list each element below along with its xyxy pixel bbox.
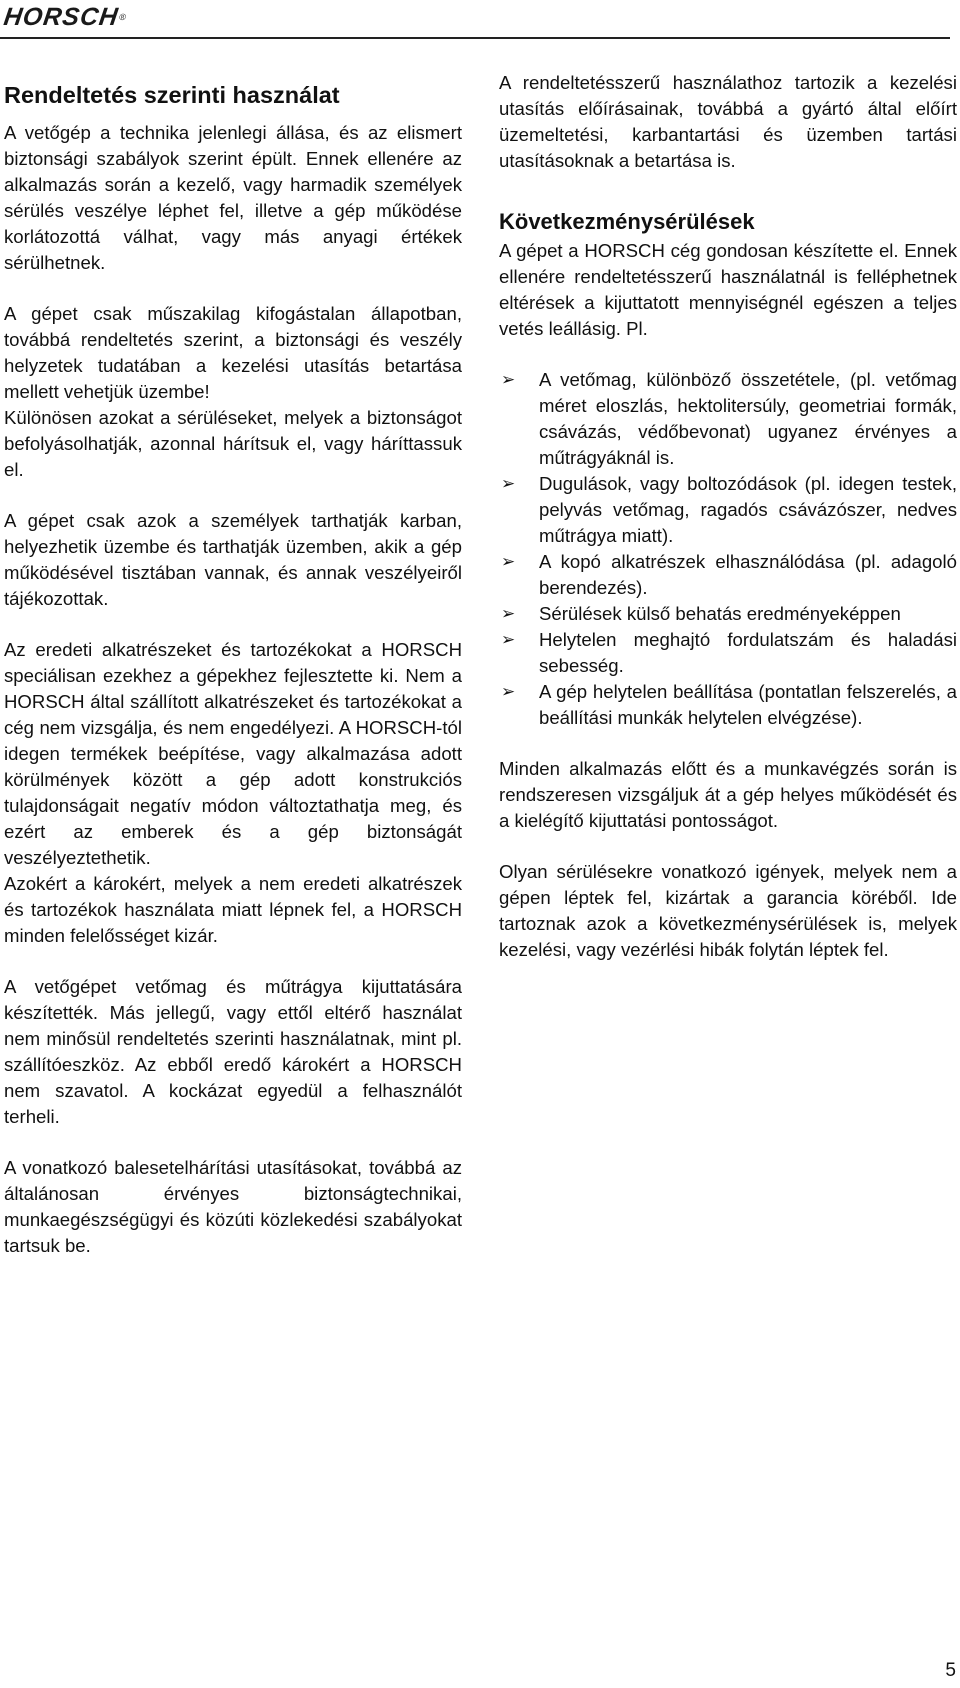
paragraph: A vetőgép a technika jelenlegi állása, és az elismert biztonsági szabályok szerint épült. Ennek ellenére az alkalmazás során a kezelő, vagy harmadik személyek sérülés veszélye léphet fel, illetve a gép működése korlátozottá válhat, vagy más anyagi értékek sérülhetnek. (4, 122, 462, 273)
list-item: ➢ A vetőmag, különböző összetétele, (pl. vetőmag méret eloszlás, hektolitersúly, geometriai formák, csávázás, védőbevonat) ugyanez érvényes a műtrágyáknál is. (501, 369, 957, 468)
page-header (0, 0, 960, 42)
list-item: ➢ A kopó alkatrészek elhasználódása (pl. adagoló berendezés). (501, 551, 957, 598)
arrow-bullet-icon: ➢ (501, 552, 516, 571)
section-title-intended-use: Rendeltetés szerinti használat (4, 82, 340, 108)
list-item: ➢ Sérülések külső behatás eredményeképpen (499, 601, 957, 627)
list-item: ➢ Dugulások, vagy boltozódások (pl. idegen testek, pelyvás vetőmag, ragadós csávázószer, nedves műtrágya miatt). (501, 473, 957, 546)
paragraph: Különösen azokat a sérüléseket, melyek a biztonságot befolyásolhatják, azonnal hárítsuk el, vagy háríttassuk el. (4, 407, 462, 480)
arrow-bullet-icon: ➢ (501, 630, 516, 649)
paragraph: A vonatkozó balesetelhárítási utasításokat, továbbá az általánosan érvényes biztonságtechnikai, munkaegészségügyi és közúti közlekedési szabályokat tartsuk be. (4, 1157, 462, 1256)
paragraph: A rendeltetésszerű használathoz tartozik a kezelési utasítás előírásainak, továbbá a gyártó által előírt üzemeltetési, karbantartási és üzemben tartási utasításoknak a betartása is. (499, 72, 957, 171)
paragraph: Az eredeti alkatrészeket és tartozékokat a HORSCH speciálisan ezekhez a gépekhez fejlesztette ki. Nem a HORSCH által szállított alkatrészeket és tartozékokat a cég nem vizsgálja, és nem engedélyezi. A HORSCH-tól idegen termékek beépítése, vagy alkalmazása adott körülmények között a gép adott konstrukciós tulajdonságait negatív módon változtathatja meg, és ezért az emberek és a gép biztonságát veszélyeztethetik. (4, 639, 462, 868)
header-divider (0, 37, 950, 39)
paragraph: A gépet csak azok a személyek tarthatják karban, helyezhetik üzembe és tarthatják üzemben, akik a gép működésével tisztában vannak, és annak veszélyeiről tájékozottak. (4, 510, 462, 609)
paragraph: A vetőgépet vetőmag és műtrágya kijuttatására készítették. Más jellegű, vagy ettől eltérő használat nem minősül rendeltetés szerinti használatnak, mint pl. szállítóeszköz. Az ebből eredő károkért a HORSCH nem szavatol. A kockázat egyedül a felhasználót terheli. (4, 976, 462, 1127)
list-item: ➢ A gép helytelen beállítása (pontatlan felszerelés, a beállítási munkák helytelen elvégzése). (501, 681, 957, 728)
arrow-bullet-icon: ➢ (501, 370, 516, 389)
cause-list (499, 367, 957, 731)
paragraph: Azokért a károkért, melyek a nem eredeti alkatrészek és tartozékok használata miatt lépnek fel, a HORSCH minden felelősséget kizár. (4, 873, 462, 946)
section-title-consequential-damage: Következménysérülések (499, 209, 755, 234)
arrow-bullet-icon: ➢ (501, 474, 516, 493)
registered-mark: ® (118, 12, 128, 22)
arrow-bullet-icon: ➢ (501, 682, 516, 701)
paragraph: Minden alkalmazás előtt és a munkavégzés során is rendszeresen vizsgáljuk át a gép helyes működését és a kielégítő kijuttatási pontosságot. (499, 758, 957, 831)
logo-text: HORSCH (2, 3, 121, 31)
paragraph: Olyan sérülésekre vonatkozó igények, melyek nem a gépen léptek fel, kizártak a garancia köréből. Ide tartoznak azok a következménysérülések is, melyek kezelési, vagy vezérlési hibák folytán léptek fel. (499, 861, 957, 960)
right-column (499, 70, 957, 963)
paragraph: A gépet csak műszakilag kifogástalan állapotban, továbbá rendeltetés szerint, a biztonsági és veszély helyzetek tudatában a kezelési utasítás betartása mellett vehetjük üzembe! (4, 303, 462, 402)
arrow-bullet-icon: ➢ (501, 604, 516, 623)
horsch-logo (2, 3, 129, 31)
left-column (4, 70, 462, 1259)
paragraph: A gépet a HORSCH cég gondosan készítette el. Ennek ellenére rendeltetésszerű használatnál is felléphetnek eltérések a kijuttatott mennyiségnél egészen a teljes vetés leállásig. Pl. (499, 240, 957, 339)
page-number: 5 (945, 1660, 956, 1681)
list-item: ➢ Helytelen meghajtó fordulatszám és haladási sebesség. (501, 629, 957, 676)
